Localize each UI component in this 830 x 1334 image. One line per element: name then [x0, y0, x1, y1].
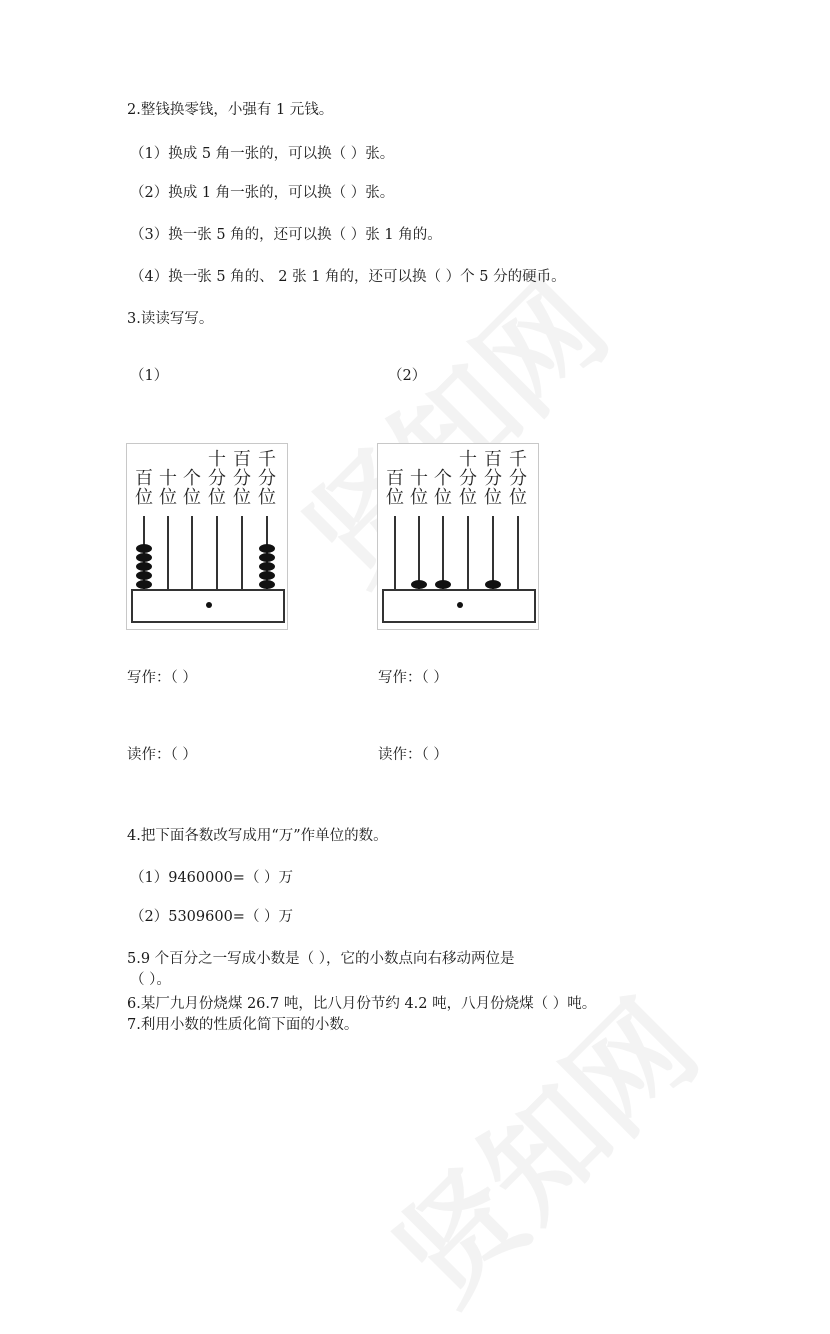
q2-item-2: （2）换成 1 角一张的，可以换（ ）张。: [130, 185, 395, 201]
abacus-bead: [435, 580, 451, 589]
place-label-char: 十: [459, 449, 477, 470]
place-label-char: 位: [509, 487, 527, 508]
place-label-char: 分: [233, 468, 251, 489]
place-label-char: 位: [386, 487, 404, 508]
place-label-char: 位: [233, 487, 251, 508]
abacus-rod: [241, 516, 243, 589]
q3-title: 3.读读写写。: [127, 311, 214, 327]
abacus-bead: [259, 553, 275, 562]
abacus-rod: [418, 516, 420, 589]
abacus-bead: [259, 544, 275, 553]
q5-line-1: 5.9 个百分之一写成小数是（ ），它的小数点向右移动两位是: [127, 951, 515, 967]
abacus-2: [377, 443, 539, 630]
abacus-rod: [191, 516, 193, 589]
place-label-char: 位: [410, 487, 428, 508]
abacus-bead: [259, 571, 275, 580]
q2-item-1: （1）换成 5 角一张的，可以换（ ）张。: [130, 146, 395, 162]
place-label: [458, 450, 478, 507]
abacus-rod: [467, 516, 469, 589]
place-label-char: 位: [434, 487, 452, 508]
abacus-bead: [136, 571, 152, 580]
place-label: [207, 450, 227, 507]
place-label-char: 位: [258, 487, 276, 508]
q6: 6.某厂九月份烧煤 26.7 吨，比八月份节约 4.2 吨，八月份烧煤（ ）吨。: [127, 996, 597, 1012]
place-label: [134, 469, 154, 507]
place-label: [232, 450, 252, 507]
place-label-char: 位: [135, 487, 153, 508]
place-label: [433, 469, 453, 507]
q2-title: 2.整钱换零钱，小强有 1 元钱。: [127, 102, 334, 118]
place-label: [483, 450, 503, 507]
abacus-rod: [517, 516, 519, 589]
place-label-char: 十: [208, 449, 226, 470]
place-label-char: 百: [484, 449, 502, 470]
decimal-point-dot: [206, 602, 212, 608]
place-label-char: 十: [159, 468, 177, 489]
abacus-rod: [492, 516, 494, 589]
write-answer-2: 写作：（ ）: [378, 670, 448, 686]
place-label-char: 百: [233, 449, 251, 470]
q5-line-2: （ ）。: [130, 972, 171, 988]
place-label-char: 位: [208, 487, 226, 508]
q3-label-1: （1）: [130, 368, 169, 384]
abacus-bead: [136, 562, 152, 571]
place-label-char: 分: [258, 468, 276, 489]
abacus-bead: [259, 562, 275, 571]
place-label: [158, 469, 178, 507]
place-label-char: 百: [135, 468, 153, 489]
abacus-frame: [382, 589, 536, 623]
place-label-char: 分: [208, 468, 226, 489]
place-label: [182, 469, 202, 507]
q4-title: 4.把下面各数改写成用“万”作单位的数。: [127, 828, 388, 844]
abacus-rod: [167, 516, 169, 589]
place-label: [385, 469, 405, 507]
place-label-char: 位: [484, 487, 502, 508]
abacus-bead: [136, 553, 152, 562]
place-label-char: 分: [484, 468, 502, 489]
q4-item-1: （1）9460000=（ ）万: [130, 870, 294, 886]
place-label-char: 位: [459, 487, 477, 508]
q3-label-2: （2）: [388, 368, 427, 384]
place-label: [257, 450, 277, 507]
abacus-bead: [136, 544, 152, 553]
abacus-1: [126, 443, 288, 630]
abacus-rod: [442, 516, 444, 589]
place-label: [508, 450, 528, 507]
read-answer-2: 读作：（ ）: [378, 747, 448, 763]
abacus-frame: [131, 589, 285, 623]
place-label-char: 十: [410, 468, 428, 489]
place-label-char: 分: [509, 468, 527, 489]
place-label-char: 位: [159, 487, 177, 508]
place-label-char: 位: [183, 487, 201, 508]
place-label-char: 千: [258, 449, 276, 470]
place-label-char: 分: [459, 468, 477, 489]
q2-item-4: （4）换一张 5 角的、 2 张 1 角的，还可以换（ ）个 5 分的硬币。: [130, 269, 566, 285]
place-label-char: 个: [434, 468, 452, 489]
q4-item-2: （2）5309600=（ ）万: [130, 909, 294, 925]
write-answer-1: 写作：（ ）: [127, 670, 197, 686]
q7: 7.利用小数的性质化简下面的小数。: [127, 1017, 359, 1033]
place-label: [409, 469, 429, 507]
q2-item-3: （3）换一张 5 角的，还可以换（ ）张 1 角的。: [130, 227, 442, 243]
abacus-rod: [394, 516, 396, 589]
abacus-bead: [136, 580, 152, 589]
place-label-char: 千: [509, 449, 527, 470]
place-label-char: 百: [386, 468, 404, 489]
abacus-bead: [485, 580, 501, 589]
place-label-char: 个: [183, 468, 201, 489]
abacus-rod: [216, 516, 218, 589]
read-answer-1: 读作：（ ）: [127, 747, 197, 763]
abacus-bead: [411, 580, 427, 589]
abacus-bead: [259, 580, 275, 589]
watermark-bottom: [352, 958, 728, 1334]
decimal-point-dot: [457, 602, 463, 608]
